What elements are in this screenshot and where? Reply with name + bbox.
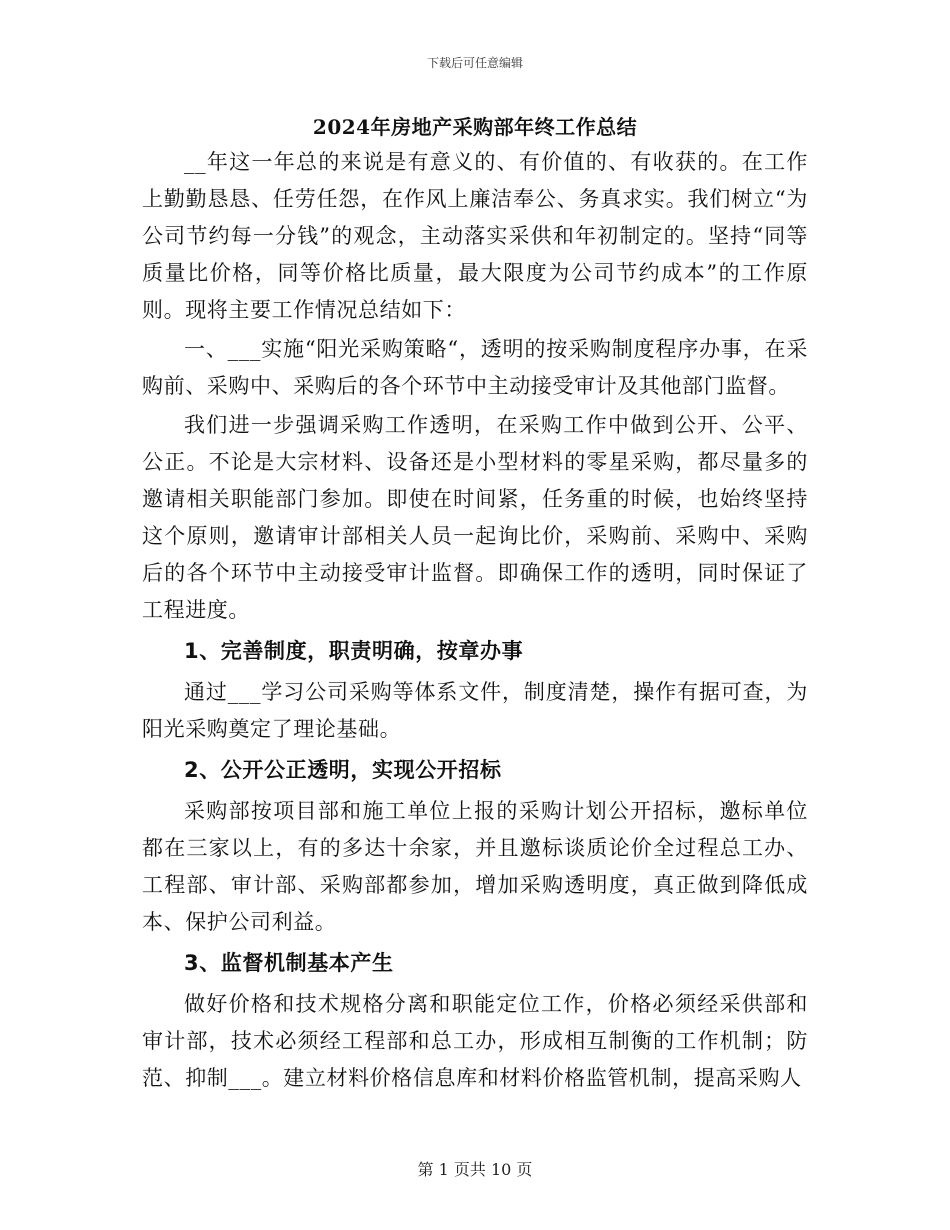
paragraph-transparency: 我们进一步强调采购工作透明，在采购工作中做到公开、公平、公正。不论是大宗材料、设备还是小型材料的零星采购，都尽量多的邀请相关职能部门参加。即使在时间紧，任务重的时候，也始终坚持这个原则，邀请审计部相关人员一起询比价，采购前、采购中、采购后的各个环节中主动接受审计监督。即确保工作的透明，同时保证了工程进度。 [142,413,808,622]
page-indicator: 第 1 页共 10 页 [417,1160,533,1179]
paragraph-system: 通过___学习公司采购等体系文件，制度清楚，操作有据可查，为阳光采购奠定了理论基础。 [142,680,808,741]
paragraph-tender: 采购部按项目部和施工单位上报的采购计划公开招标，邀标单位都在三家以上，有的多达十余家，并且邀标谈质论价全过程总工办、工程部、审计部、采购部都参加，增加采购透明度，真正做到降低成本、保护公司利益。 [142,799,808,934]
document-body [142,110,808,1099]
heading-tender: 2、公开公正透明，实现公开招标 [184,758,502,782]
paragraph-supervision: 做好价格和技术规格分离和职能定位工作，价格必须经采供部和审计部，技术必须经工程部和总工办，形成相互制衡的工作机制；防范、抑制___。建立材料价格信息库和材料价格监管机制，提高采购人 [142,992,808,1090]
header-note: 下载后可任意编辑 [426,56,523,70]
paragraph-section-one: 一、___实施“阳光采购策略“，透明的按采购制度程序办事，在采购前、采购中、采购后的各个环节中主动接受审计及其他部门监督。 [142,337,808,398]
document-title: 2024年房地产采购部年终工作总结 [312,115,638,139]
paragraph-intro: __年这一年总的来说是有意义的、有价值的、有收获的。在工作上勤勤恳恳、任劳任怨，在作风上廉洁奉公、务真求实。我们树立“为公司节约每一分钱”的观念，主动落实采供和年初制定的。坚持“同等质量比价格，同等价格比质量，最大限度为公司节约成本”的工作原则。现将主要工作情况总结如下： [142,150,808,322]
heading-supervision: 3、监督机制基本产生 [184,951,394,975]
heading-system: 1、完善制度，职责明确，按章办事 [184,639,524,663]
